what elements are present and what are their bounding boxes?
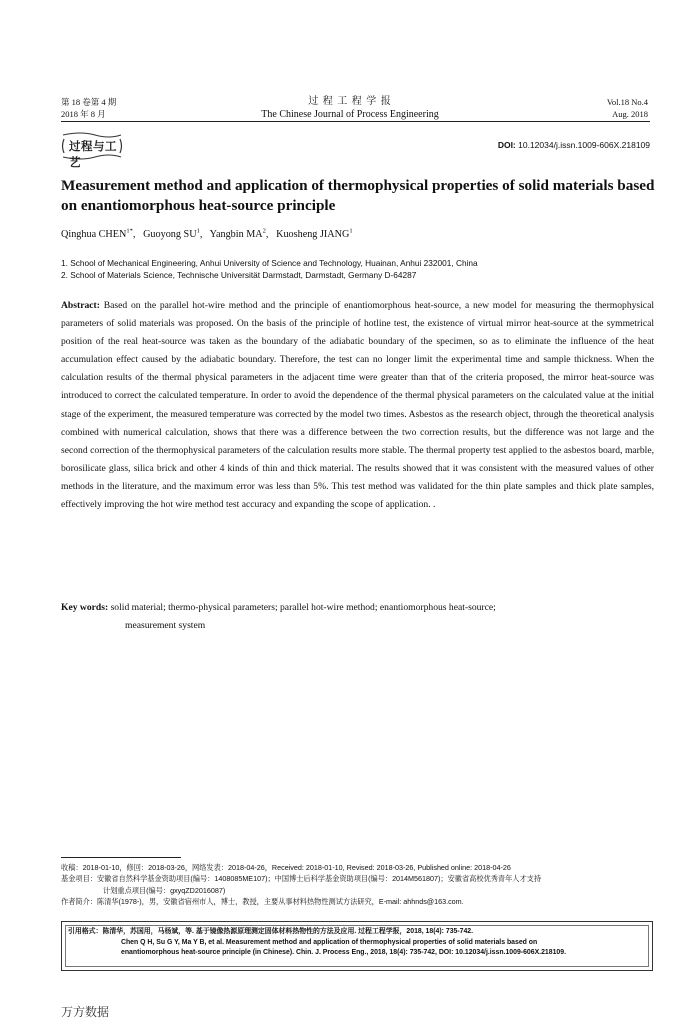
fund-line-2: 计划重点项目(编号：gxyqZD2016087) <box>103 885 226 895</box>
doi-label: DOI: <box>497 140 516 150</box>
fund-line-1: 基金项目：安徽省自然科学基金资助项目(编号：1408085ME107)；中国博士后科学基金资助项目(编号：2014M561807)；安徽省高校优秀青年人才支持 <box>61 874 542 884</box>
author-intro: 作者简介：陈清华(1978-)，男，安徽省宿州市人，博士，教授，主要从事材料热物性测试方法研究，E-mail: ahhnds@163.com. <box>61 896 464 906</box>
doi <box>498 140 650 150</box>
journal-logo <box>61 131 123 169</box>
author: Yangbin $MA^2$, <box>209 228 269 241</box>
date-cn: 2018 年 8 月 <box>61 109 106 119</box>
citation-line-1: 引用格式：陈清华，苏国用，马杨斌，等. 基于镜像热源原理测定固体材料热物性的方法及应用. 过程工程学报，2018, 18(4): 735-742. <box>68 928 474 935</box>
journal-title-cn: 过 程 工 程 学 报 <box>308 96 392 107</box>
header-rule <box>61 121 650 122</box>
keywords-line-2: measurement system <box>125 620 206 631</box>
paper-title: Measurement method and application of thermophysical properties of solid materials based on enantiomorphous heat-source principle <box>61 177 655 214</box>
citation-text <box>68 927 646 959</box>
affiliation-1: 1. School of Mechanical Engineering, Anhui University of Science and Technology, Huainan, Anhui 232001, China <box>61 258 478 268</box>
citation-line-3: enantiomorphous heat-source principle (in Chinese). Chin. J. Process Eng., 2018, 18(4): 735-742, DOI: 10.12034/j.issn.1009-606X.218109. <box>121 949 567 956</box>
author-list <box>61 228 353 240</box>
date-en: Aug. 2018 <box>612 109 648 119</box>
citation-box <box>61 921 653 971</box>
logo-text: 过程与工艺 <box>69 139 117 169</box>
keywords-label: Key words: <box>61 602 109 613</box>
abstract-text: Based on the parallel hot-wire method and the principle of enantiomorphous heat-source, a new model for measuring the thermophysical parameters of solid materials was proposed. On the basis of the principle of hotline test, the existence of virtual mirror heat-source at the symmetrical position of the real heat-source was taken as the boundary of the adiabatic boundary of the specimen, so as to eliminate the influence of the heat accumulation effect caused by the adiabatic boundary. Therefore, the test can no longer limit the experimental time and sample thickness. When the calculation results of the thermal physical parameters in the adjacent time were greater than that of the criteria proposed, the mirror heat-source was introduced to correct the calculated temperature. In order to avoid the dependence of the thermal physical parameters on the calculated value at the initial stage of the experiment, the measured temperature was corrected by the model two times. Asbestos as the research object, through the theoretical analysis combined with numerical calculation, shows that there was a difference between the two correction results, but the difference was not large and the second correction of the thermophysical parameters of the calculation results more stable. The thermal property test applied to the asbestos board, marble, borosilicate glass, silica brick and other 4 kinds of thin and thick material. The results showed that it was consistent with the measured values of other methods in the literature, and the maximum error was less than 5%. This test method was validated for the thin plate samples and thick plate samples, effectively improving the hot wire method test accuracy and expanding the scope of application. . <box>61 300 654 511</box>
keywords-line-1: solid material; thermo-physical parameters; parallel hot-wire method; enantiomorphous heat-source; <box>110 602 496 613</box>
affiliation-2: 2. School of Materials Science, Technische Universität Darmstadt, Darmstadt, Germany D-64287 <box>61 270 417 280</box>
footnotes <box>61 862 661 907</box>
journal-title-en: The Chinese Journal of Process Engineering <box>261 108 439 120</box>
author: Guoyong $SU^1$, <box>143 228 203 241</box>
received-dates: 收稿：2018-01-10，修回：2018-03-26，网络发表：2018-04-26，Received: 2018-01-10, Revised: 2018-03-26, Published online: 2018-04-26 <box>61 863 511 872</box>
volume-cn: 第 18 卷第 4 期 <box>61 97 117 107</box>
volume-en: Vol.18 No.4 <box>606 97 648 107</box>
abstract <box>61 297 654 514</box>
affiliations <box>61 257 478 281</box>
footnote-rule <box>61 857 181 858</box>
abstract-label: Abstract: <box>61 300 100 311</box>
watermark-text: 万方数据 <box>61 1005 110 1019</box>
header-volume-date-en <box>607 96 648 120</box>
header-volume-date-cn <box>61 96 116 120</box>
doi-value: 10.12034/j.issn.1009-606X.218109 <box>518 140 650 150</box>
author: Kuosheng JIANG$^1$ <box>276 228 353 241</box>
author: Qinghua $CHEN^{1*}$, <box>61 228 136 241</box>
header-journal <box>200 96 500 121</box>
keywords <box>61 599 654 635</box>
citation-line-2: Chen Q H, Su G Y, Ma Y B, et al. Measurement method and application of thermophysical properties of solid materials based on <box>121 938 538 946</box>
